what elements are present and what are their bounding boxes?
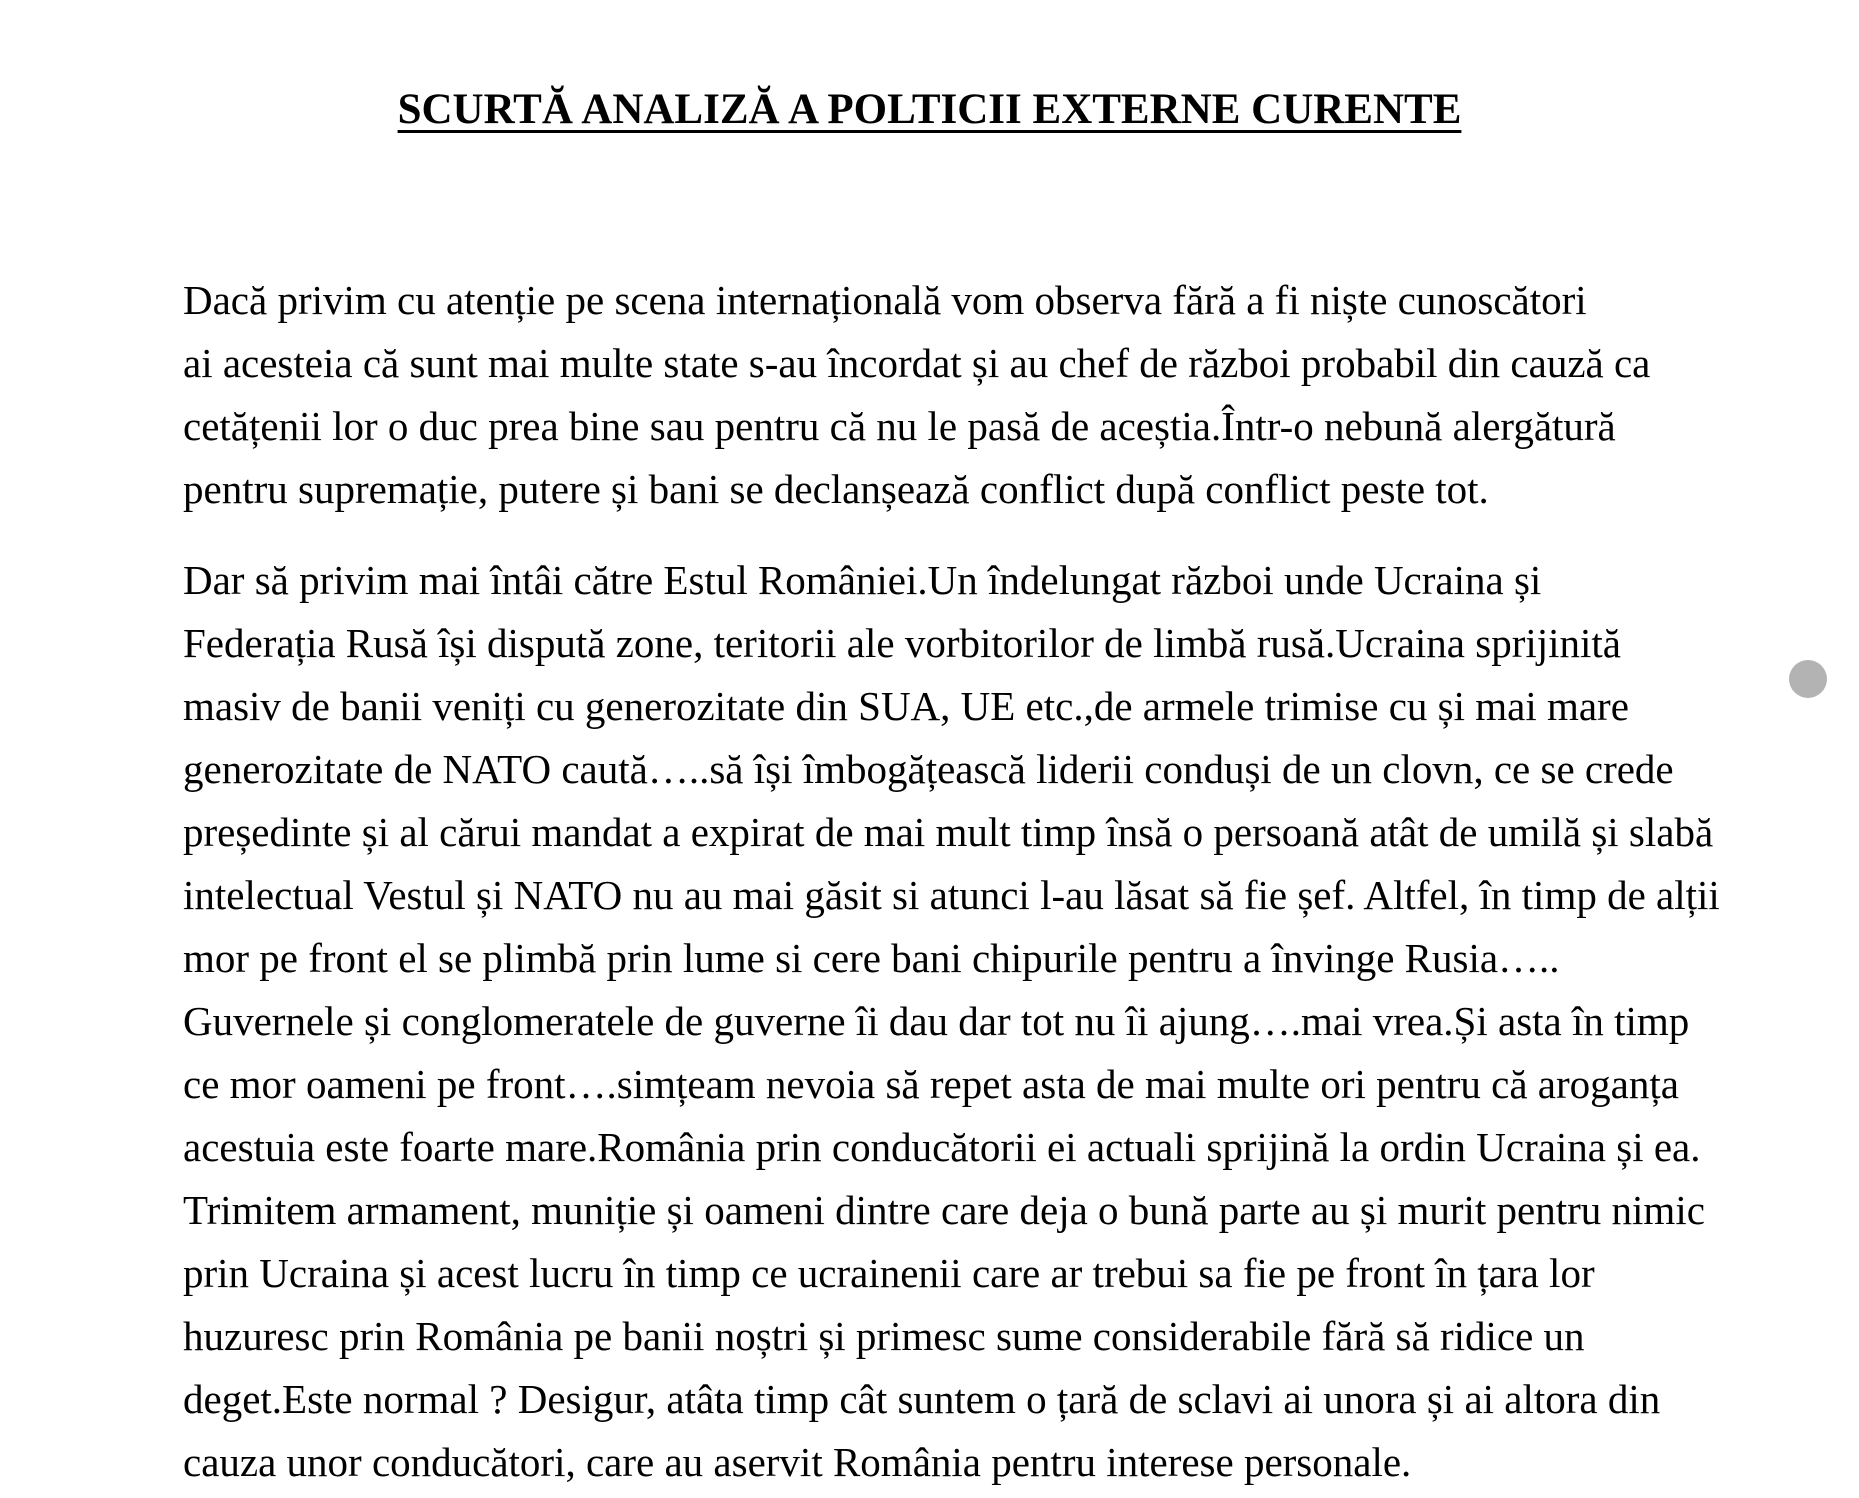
text-line: mor pe front el se plimbă prin lume si cere bani chipurile pentru a învinge Rusia….. <box>183 935 1560 981</box>
text-line: Trimitem armament, muniție și oameni dintre care deja o bună parte au și murit pentru nimic <box>183 1187 1705 1233</box>
text-line: președinte și al cărui mandat a expirat de mai mult timp însă o persoană atât de umilă și slabă <box>183 809 1714 855</box>
text-line: ai acesteia că sunt mai multe state s-au încordat și au chef de război probabil din cauză ca <box>183 340 1651 386</box>
text-line: deget.Este normal ? Desigur, atâta timp cât suntem o țară de sclavi ai unora și ai altora din <box>183 1376 1661 1422</box>
scroll-indicator-dot[interactable] <box>1789 660 1827 698</box>
document-title: SCURTĂ ANALIZĂ A POLTICII EXTERNE CURENTE <box>397 86 1462 133</box>
text-line: huzuresc prin România pe banii noștri și primesc sume considerabile fără să ridice un <box>183 1313 1585 1359</box>
text-line: Dar să privim mai întâi către Estul României.Un îndelungat război unde Ucraina și <box>183 557 1542 603</box>
text-line: Federația Rusă își dispută zone, teritorii ale vorbitorilor de limbă rusă.Ucraina sprijinită <box>183 620 1622 666</box>
text-line: generozitate de NATO caută…..să își îmbogățească liderii conduși de un clovn, ce se crede <box>183 746 1674 792</box>
text-line: prin Ucraina și acest lucru în timp ce ucrainenii care ar trebui sa fie pe front în țara lor <box>183 1250 1595 1296</box>
text-line: Dacă privim cu atenție pe scena internațională vom observa fără a fi niște cunoscători <box>183 277 1587 323</box>
text-line: Guvernele și conglomeratele de guverne îi dau dar tot nu îi ajung….mai vrea.Și asta în timp <box>183 998 1690 1044</box>
text-line: acestuia este foarte mare.România prin conducătorii ei actuali sprijină la ordin Ucraina și ea. <box>183 1124 1701 1170</box>
document-body <box>43 269 1833 1494</box>
text-line: cetățenii lor o duc prea bine sau pentru că nu le pasă de aceștia.Într-o nebună alergătură <box>183 403 1616 449</box>
paragraph-2 <box>43 549 1833 1494</box>
text-line: masiv de banii veniți cu generozitate din SUA, UE etc.,de armele trimise cu și mai mare <box>183 683 1629 729</box>
text-line: pentru supremație, putere și bani se declanșează conflict după conflict peste tot. <box>183 466 1489 512</box>
text-line: intelectual Vestul și NATO nu au mai găsit si atunci l-au lăsat să fie șef. Altfel, în timp de alții <box>183 872 1720 918</box>
text-line: cauza unor conducători, care au aservit România pentru interese personale. <box>183 1439 1412 1485</box>
paragraph-1 <box>43 269 1833 521</box>
text-line: ce mor oameni pe front….simțeam nevoia să repet asta de mai multe ori pentru că aroganța <box>183 1061 1679 1107</box>
